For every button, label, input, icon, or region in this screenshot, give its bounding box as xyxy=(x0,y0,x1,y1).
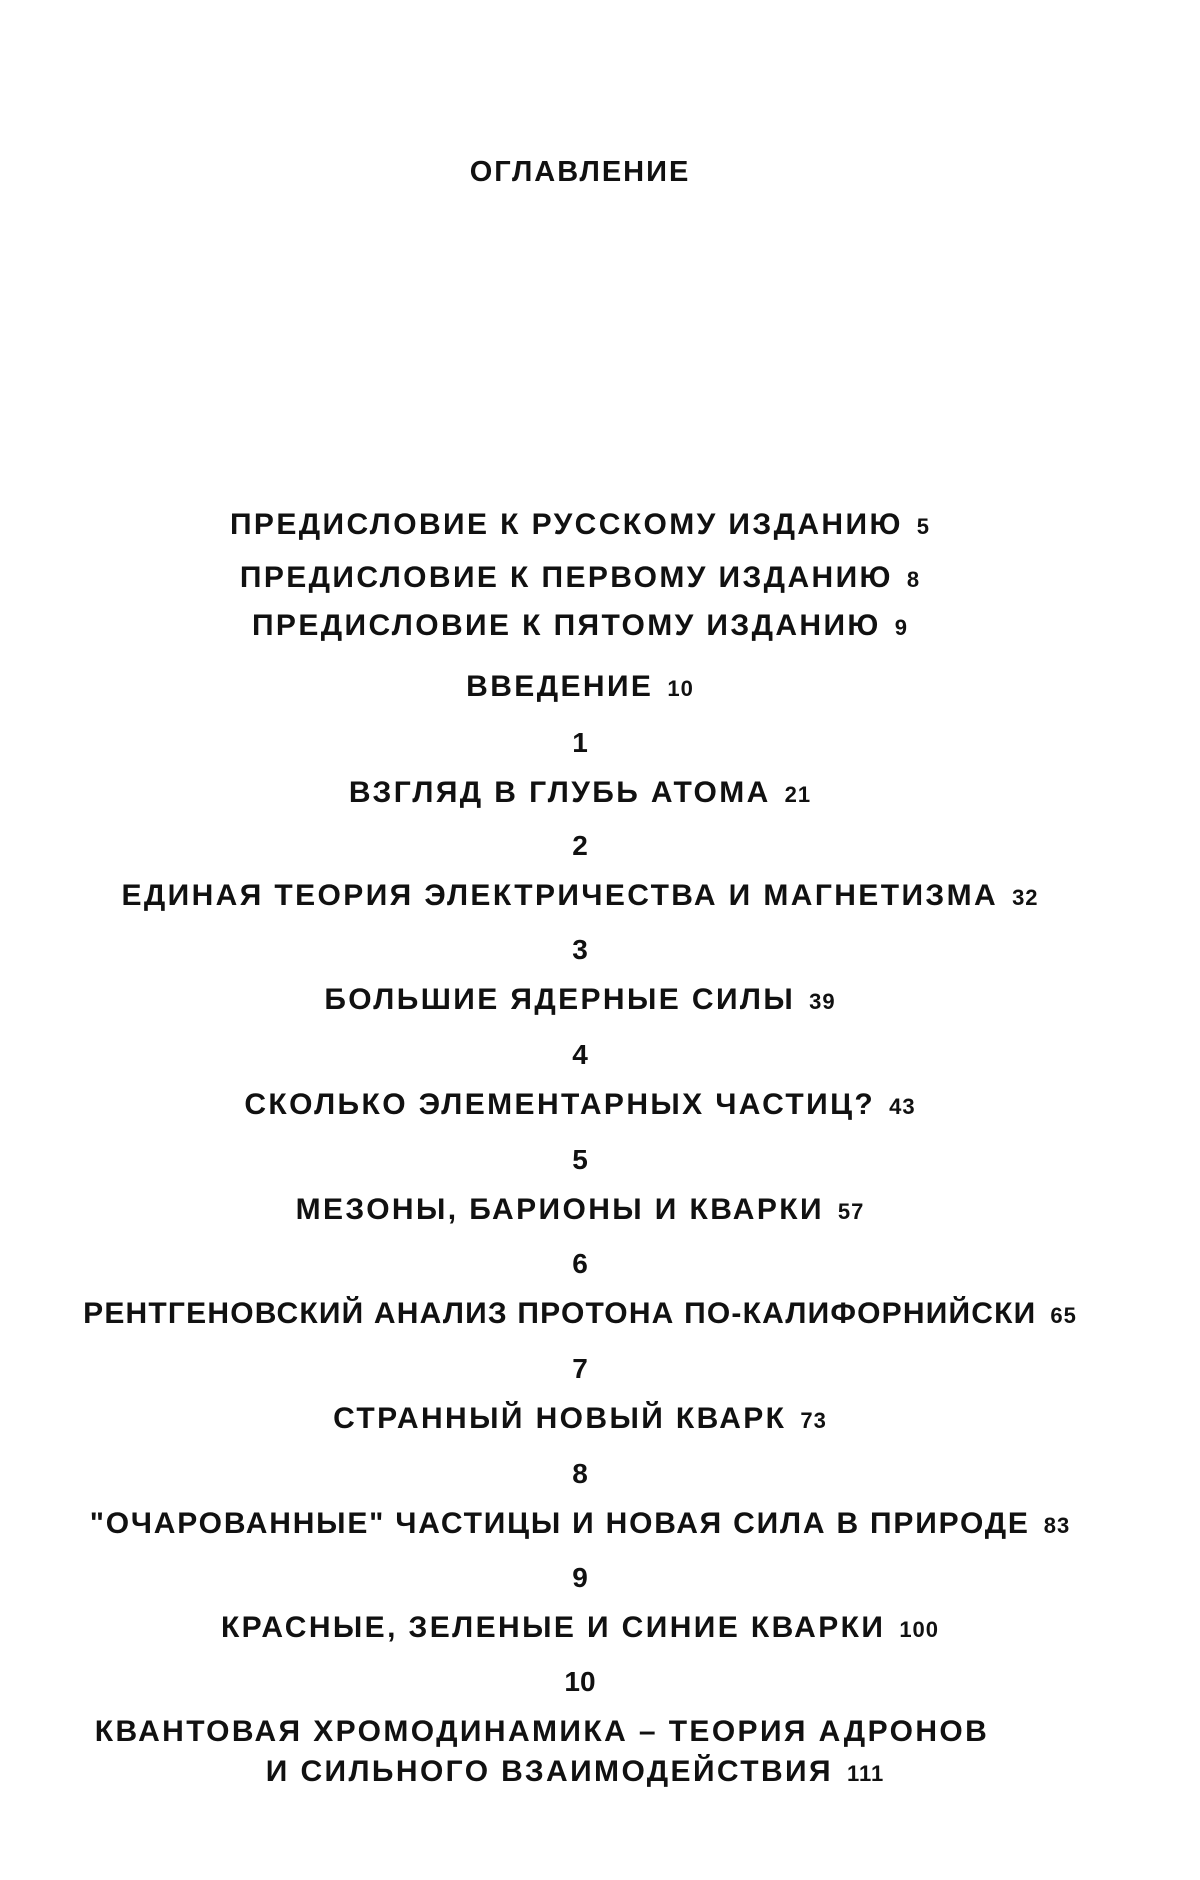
chapter-title: РЕНТГЕНОВСКИЙ АНАЛИЗ ПРОТОНА ПО-КАЛИФОРНИЙСКИ xyxy=(83,1297,1037,1330)
chapter-entry xyxy=(0,879,1160,913)
chapter-number: 9 xyxy=(572,1562,588,1593)
toc-entry xyxy=(0,609,1160,643)
chapter-entry xyxy=(0,1507,1160,1541)
chapter-entry xyxy=(0,1193,1160,1227)
chapter-title-line1: КВАНТОВАЯ ХРОМОДИНАМИКА – ТЕОРИЯ АДРОНОВ xyxy=(94,1715,990,1748)
chapter-page: 21 xyxy=(784,782,812,807)
chapter-entry xyxy=(0,983,1160,1017)
chapter-title: "ОЧАРОВАННЫЕ" ЧАСТИЦЫ И НОВАЯ СИЛА В ПРИРОДЕ xyxy=(89,1507,1030,1540)
toc-entry xyxy=(0,508,1160,542)
toc-entry xyxy=(0,670,1160,704)
chapter-page: 39 xyxy=(809,989,836,1014)
chapter-entry xyxy=(0,776,1160,810)
chapter-entry xyxy=(0,1088,1160,1122)
chapter-entry xyxy=(0,1297,1160,1331)
chapter-page: 111 xyxy=(846,1761,885,1786)
chapter-number: 5 xyxy=(572,1144,588,1175)
chapter-title: МЕЗОНЫ, БАРИОНЫ И КВАРКИ xyxy=(295,1193,824,1226)
chapter-page: 43 xyxy=(889,1094,916,1119)
chapter-title-line2-wrap xyxy=(0,1752,1122,1794)
chapter-page: 57 xyxy=(837,1199,865,1224)
chapter-entry xyxy=(0,1402,1160,1436)
toc-entry-page: 9 xyxy=(894,615,909,640)
toc-entry-title: ПРЕДИСЛОВИЕ К РУССКОМУ ИЗДАНИЮ xyxy=(229,508,903,541)
chapter-number: 6 xyxy=(572,1248,588,1279)
chapter-page: 83 xyxy=(1043,1513,1071,1538)
chapter-title: КРАСНЫЕ, ЗЕЛЕНЫЕ И СИНИЕ КВАРКИ xyxy=(220,1611,886,1644)
chapter-page: 65 xyxy=(1050,1303,1077,1328)
chapter-number: 7 xyxy=(572,1353,588,1384)
chapter-number: 2 xyxy=(572,830,588,861)
toc-entry-page: 5 xyxy=(916,514,931,539)
chapter-title: ЕДИНАЯ ТЕОРИЯ ЭЛЕКТРИЧЕСТВА И МАГНЕТИЗМА xyxy=(121,879,999,912)
chapter-page: 100 xyxy=(899,1617,940,1642)
chapter-number: 1 xyxy=(572,727,588,758)
toc-entry xyxy=(0,561,1160,595)
chapter-title-line2: И СИЛЬНОГО ВЗАИМОДЕЙСТВИЯ xyxy=(265,1755,833,1788)
chapter-page: 73 xyxy=(800,1408,827,1433)
toc-entry-title: ПРЕДИСЛОВИЕ К ПЕРВОМУ ИЗДАНИЮ xyxy=(239,561,893,594)
chapter-title: СКОЛЬКО ЭЛЕМЕНТАРНЫХ ЧАСТИЦ? xyxy=(244,1088,876,1121)
toc-entry-page: 8 xyxy=(906,567,921,592)
page-title: ОГЛАВЛЕНИЕ xyxy=(469,156,691,188)
chapter-title: СТРАННЫЙ НОВЫЙ КВАРК xyxy=(333,1402,787,1435)
chapter-entry xyxy=(0,1712,1122,1794)
chapter-number: 8 xyxy=(572,1458,588,1489)
chapter-number: 3 xyxy=(572,934,588,965)
toc-entry-title: ПРЕДИСЛОВИЕ К ПЯТОМУ ИЗДАНИЮ xyxy=(251,609,881,642)
chapter-title: ВЗГЛЯД В ГЛУБЬ АТОМА xyxy=(348,776,771,809)
chapter-number: 4 xyxy=(572,1039,588,1070)
chapter-entry xyxy=(0,1611,1160,1645)
chapter-number: 10 xyxy=(564,1666,596,1697)
chapter-page: 32 xyxy=(1012,885,1039,910)
toc-entry-title: ВВЕДЕНИЕ xyxy=(466,670,654,703)
toc-entry-page: 10 xyxy=(667,676,694,701)
chapter-title: БОЛЬШИЕ ЯДЕРНЫЕ СИЛЫ xyxy=(324,983,796,1016)
